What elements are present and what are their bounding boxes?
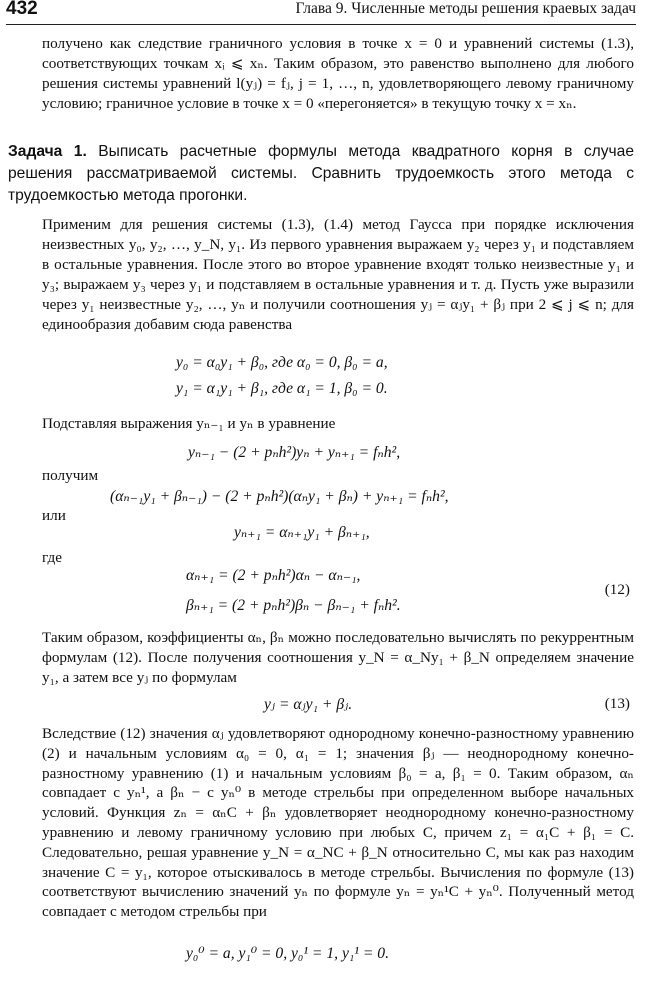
task-statement	[8, 141, 634, 207]
solution-paragraph-2: Подставляя выражения yₙ₋₁ и yₙ в уравнение	[42, 415, 336, 432]
solution-paragraph-3: Таким образом, коэффициенты αₙ, βₙ можно последовательно вычислять по рекуррентным формулам (12). После получения соотношения y_N = α_Ny₁ + β_N определяем значение y₁, а затем все yⱼ по формулам	[42, 629, 634, 686]
equation-number-12: (12)	[604, 581, 630, 598]
equation-difference: yₙ₋₁ − (2 + pₙh²)yₙ + yₙ₊₁ = fₙh²,	[188, 444, 401, 461]
chapter-title: Глава 9. Численные методы решения краевых задач	[295, 0, 636, 17]
equation-y0: y₀ = α₀y₁ + β₀, где α₀ = 0, β₀ = a,	[176, 354, 388, 371]
solution-paragraph-1: Применим для решения системы (1.3), (1.4) метод Гаусса при порядке исключения неизвестных y₀, y₂, …, y_N, y₁. Из первого уравнения выражаем y₂ через y₁ и подставляем в остальные уравнения. После этого во второе уравнение входят только неизвестные y₁ и y₃; выражаем y₃ через y₁ и подставляем в остальные уравнения и т. д. Пусть уже выразили через y₁ неизвестные y₂, …, yₙ и получили соотношения yⱼ = αⱼy₁ + βⱼ при 2 ⩽ j ⩽ n; для единообразия добавим сюда равенства	[42, 216, 634, 333]
equation-y1: y₁ = α₁y₁ + β₁, где α₁ = 1, β₀ = 0.	[176, 380, 388, 397]
equation-initial-conditions: y₀⁰ = a, y₁⁰ = 0, y₀¹ = 1, y₁¹ = 0.	[186, 945, 389, 962]
word-ili: или	[42, 507, 66, 524]
task-label: Задача 1.	[8, 143, 87, 160]
equation-substituted: (αₙ₋₁y₁ + βₙ₋₁) − (2 + pₙh²)(αₙy₁ + βₙ) + yₙ₊₁ = fₙh²,	[110, 488, 449, 505]
equation-beta-recurrence: βₙ₊₁ = (2 + pₙh²)βₙ − βₙ₋₁ + fₙh².	[186, 597, 401, 614]
equation-yj: yⱼ = αⱼy₁ + βⱼ.	[264, 696, 353, 713]
word-poluchim: получим	[42, 467, 99, 484]
word-gde: где	[42, 549, 62, 566]
page-number: 432	[6, 0, 38, 19]
task-text: Выписать расчетные формулы метода квадратного корня в случае решения рассматриваемой системы. Сравнить трудоемкость этого метода с трудоемкостью метода прогонки.	[8, 143, 634, 204]
equation-yn-plus-1: yₙ₊₁ = αₙ₊₁y₁ + βₙ₊₁,	[234, 524, 370, 541]
equation-alpha-recurrence: αₙ₊₁ = (2 + pₙh²)αₙ − αₙ₋₁,	[186, 567, 361, 584]
solution-paragraph-4: Вследствие (12) значения αⱼ удовлетворяют однородному конечно-разностному уравнению (2) и начальным условиям α₀ = 0, α₁ = 1; значения βⱼ — неоднородному конечно-разностному уравнению (1) и начальным условиям β₀ = a, β₁ = 0. Таким образом, αₙ совпадает с yₙ¹, а βₙ − с yₙ⁰ в методе стрельбы при определенном выборе начальных условий. Функция zₙ = αₙC + βₙ удовлетворяет неоднородному конечно-разностному уравнению и левому граничному условию при любых C, причем z₁ = α₁C + β₁ = C. Следовательно, решая уравнение y_N = α_NC + β_N относительно C, мы как раз находим значение C = y₁, которое отыскивалось в методе стрельбы. Вычисления по формуле (13) соответствуют вычислению значений yₙ по формуле yₙ = yₙ¹C + yₙ⁰. Полученный метод совпадает с методом стрельбы при	[42, 725, 634, 921]
intro-paragraph: получено как следствие граничного условия в точке x = 0 и уравнений системы (1.3), соответствующих точкам xᵢ ⩽ xₙ. Таким образом, это равенство выполнено для любого решения системы уравнений l(yⱼ) = fⱼ, j = 1, …, n, удовлетворяющего левому граничному условию; граничное условие в точке x = 0 «перегоняется» в текущую точку x = xₙ.	[42, 35, 634, 112]
equation-number-13: (13)	[604, 695, 630, 712]
page-header	[6, 0, 636, 25]
